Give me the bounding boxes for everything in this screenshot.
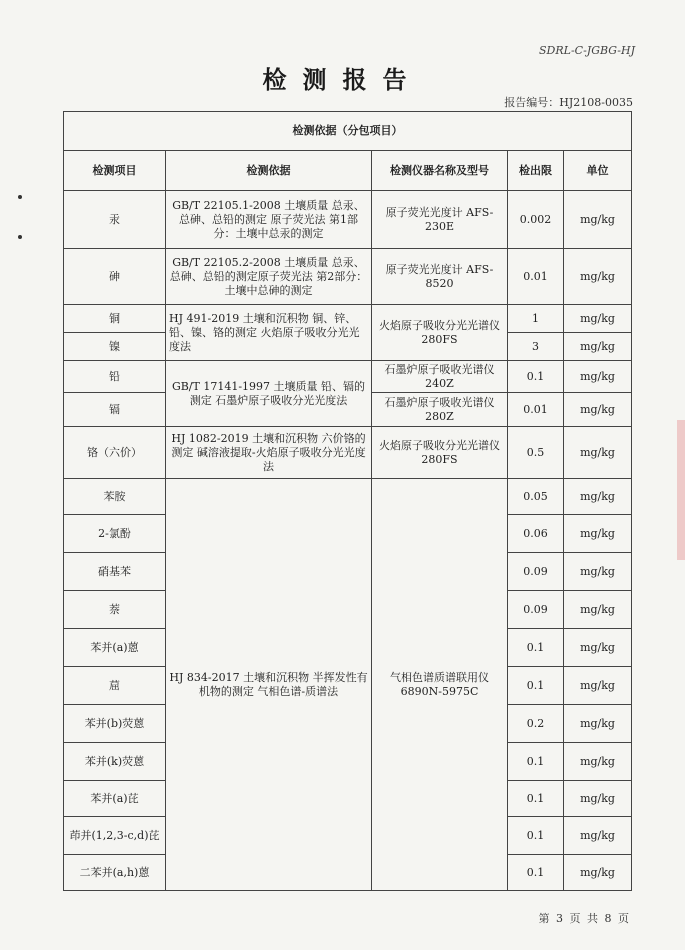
unit-cell: mg/kg (564, 817, 632, 855)
item-cell: 苯胺 (64, 479, 166, 515)
instrument-cell: 原子荧光光度计 AFS-8520 (372, 249, 508, 305)
limit-cell: 0.1 (508, 817, 564, 855)
basis-cell: HJ 834-2017 土壤和沉积物 半挥发性有机物的测定 气相色谱-质谱法 (166, 479, 372, 891)
column-header: 检出限 (508, 151, 564, 191)
limit-cell: 0.5 (508, 427, 564, 479)
item-cell: 䓛 (64, 667, 166, 705)
item-cell: 苯并(b)荧蒽 (64, 705, 166, 743)
basis-cell: GB/T 22105.2-2008 土壤质量 总汞、总砷、总铅的测定原子荧光法 第2部分：土壤中总砷的测定 (166, 249, 372, 305)
unit-cell: mg/kg (564, 743, 632, 781)
limit-cell: 0.1 (508, 855, 564, 891)
item-cell: 硝基苯 (64, 553, 166, 591)
unit-cell: mg/kg (564, 553, 632, 591)
unit-cell: mg/kg (564, 361, 632, 393)
unit-cell: mg/kg (564, 333, 632, 361)
detection-table (63, 111, 631, 891)
limit-cell: 0.1 (508, 743, 564, 781)
unit-cell: mg/kg (564, 305, 632, 333)
unit-cell: mg/kg (564, 249, 632, 305)
column-header: 检测仪器名称及型号 (372, 151, 508, 191)
item-cell: 萘 (64, 591, 166, 629)
unit-cell: mg/kg (564, 479, 632, 515)
instrument-cell: 火焰原子吸收分光光谱仪 280FS (372, 427, 508, 479)
limit-cell: 0.002 (508, 191, 564, 249)
limit-cell: 0.06 (508, 515, 564, 553)
limit-cell: 3 (508, 333, 564, 361)
page-number: 第 3 页 共 8 页 (538, 912, 629, 925)
limit-cell: 0.09 (508, 553, 564, 591)
column-header: 检测项目 (64, 151, 166, 191)
item-cell: 铬（六价） (64, 427, 166, 479)
limit-cell: 0.1 (508, 361, 564, 393)
item-cell: 2-氯酚 (64, 515, 166, 553)
limit-cell: 1 (508, 305, 564, 333)
basis-cell: HJ 1082-2019 土壤和沉积物 六价铬的测定 碱溶液提取-火焰原子吸收分光光度法 (166, 427, 372, 479)
stamp-edge (677, 420, 685, 560)
limit-cell: 0.1 (508, 629, 564, 667)
basis-cell: GB/T 17141-1997 土壤质量 铅、镉的测定 石墨炉原子吸收分光光度法 (166, 361, 372, 427)
item-cell: 二苯并(a,h)蒽 (64, 855, 166, 891)
margin-dot (18, 195, 22, 199)
instrument-cell: 石墨炉原子吸收光谱仪 240Z (372, 361, 508, 393)
table-caption: 检测依据（分包项目） (64, 112, 632, 151)
unit-cell: mg/kg (564, 427, 632, 479)
document-code: SDRL-C-JGBG-HJ (539, 44, 635, 57)
item-cell: 汞 (64, 191, 166, 249)
limit-cell: 0.05 (508, 479, 564, 515)
item-cell: 镉 (64, 393, 166, 427)
item-cell: 铅 (64, 361, 166, 393)
column-header: 检测依据 (166, 151, 372, 191)
limit-cell: 0.09 (508, 591, 564, 629)
unit-cell: mg/kg (564, 191, 632, 249)
item-cell: 铜 (64, 305, 166, 333)
instrument-cell: 火焰原子吸收分光光谱仪 280FS (372, 305, 508, 361)
unit-cell: mg/kg (564, 855, 632, 891)
unit-cell: mg/kg (564, 705, 632, 743)
limit-cell: 0.1 (508, 667, 564, 705)
item-cell: 砷 (64, 249, 166, 305)
item-cell: 镍 (64, 333, 166, 361)
unit-cell: mg/kg (564, 667, 632, 705)
basis-cell: HJ 491-2019 土壤和沉积物 铜、锌、铅、镍、铬的测定 火焰原子吸收分光光度法 (166, 305, 372, 361)
instrument-cell: 石墨炉原子吸收光谱仪 280Z (372, 393, 508, 427)
margin-dot (18, 235, 22, 239)
limit-cell: 0.01 (508, 249, 564, 305)
page-title: 检测报告 (262, 65, 423, 94)
basis-cell: GB/T 22105.1-2008 土壤质量 总汞、总砷、总铅的测定 原子荧光法 第1部分：土壤中总汞的测定 (166, 191, 372, 249)
item-cell: 苯并(k)荧蒽 (64, 743, 166, 781)
unit-cell: mg/kg (564, 629, 632, 667)
column-header: 单位 (564, 151, 632, 191)
unit-cell: mg/kg (564, 515, 632, 553)
item-cell: 苯并(a)蒽 (64, 629, 166, 667)
limit-cell: 0.2 (508, 705, 564, 743)
limit-cell: 0.1 (508, 781, 564, 817)
instrument-cell: 原子荧光光度计 AFS-230E (372, 191, 508, 249)
unit-cell: mg/kg (564, 591, 632, 629)
item-cell: 苯并(a)芘 (64, 781, 166, 817)
unit-cell: mg/kg (564, 393, 632, 427)
item-cell: 茚并(1,2,3-c,d)芘 (64, 817, 166, 855)
unit-cell: mg/kg (564, 781, 632, 817)
instrument-cell: 气相色谱质谱联用仪 6890N-5975C (372, 479, 508, 891)
limit-cell: 0.01 (508, 393, 564, 427)
report-number: 报告编号：HJ2108-0035 (504, 96, 633, 109)
